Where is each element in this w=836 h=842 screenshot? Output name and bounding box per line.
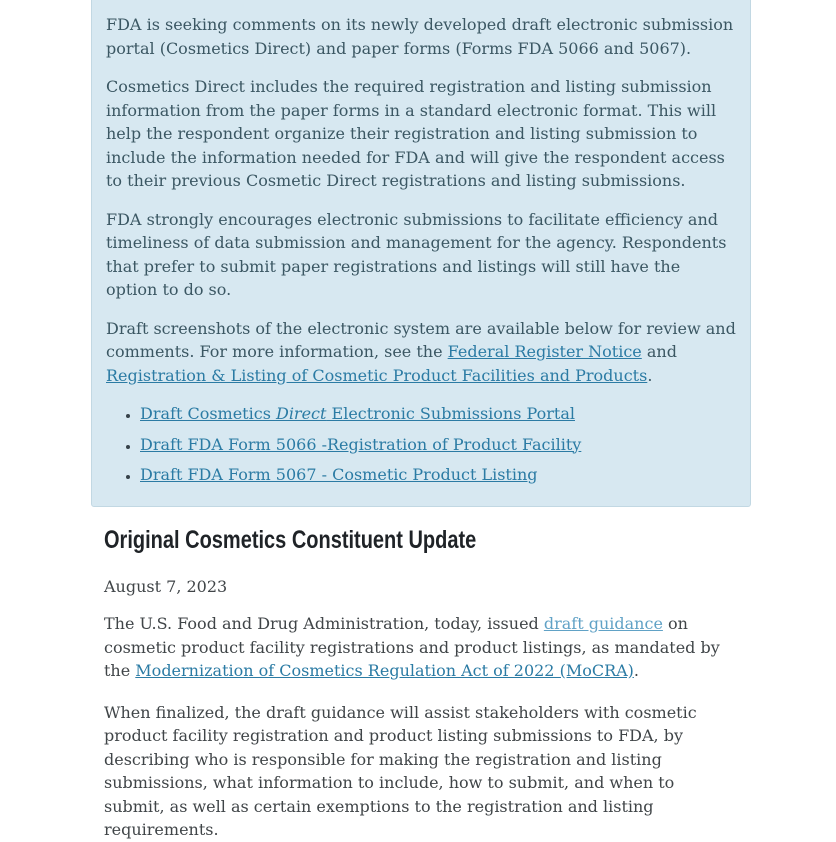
registration-listing-link[interactable]: Registration & Listing of Cosmetic Product Facilities and Products — [106, 365, 648, 385]
cosmetics-direct-portal-link[interactable] — [140, 404, 575, 423]
comments-callout-box — [91, 0, 751, 507]
list-item — [140, 463, 736, 487]
form-5066-link[interactable]: Draft FDA Form 5066 -Registration of Product Facility — [140, 434, 582, 454]
portal-link-italic-word: Direct — [275, 404, 327, 423]
portal-link-prefix: Draft Cosmetics — [140, 404, 276, 423]
callout-paragraph-4-text: Draft screenshots of the electronic system are available below for review and comments. For more information, see the — [106, 318, 736, 361]
mocra-link[interactable]: Modernization of Cosmetics Regulation Act of 2022 (MoCRA) — [135, 661, 634, 680]
callout-paragraph-1: FDA is seeking comments on its newly developed draft electronic submission portal (Cosmetics Direct) and paper forms (Forms FDA 5066 and 5067). — [106, 15, 734, 58]
list-item — [140, 433, 736, 457]
article-date: August 7, 2023 — [104, 576, 228, 596]
article-paragraph-1-text: The U.S. Food and Drug Administration, today, issued — [104, 614, 544, 633]
content-column — [104, 0, 736, 842]
portal-link-suffix: Electronic Submissions Portal — [326, 404, 575, 423]
federal-register-notice-link[interactable]: Federal Register Notice — [447, 342, 642, 361]
list-item — [140, 402, 736, 426]
draft-guidance-link[interactable]: draft guidance — [543, 614, 663, 633]
page-title: Original Cosmetics Constituent Update — [104, 525, 477, 554]
callout-paragraph-4-period: . — [647, 365, 653, 385]
form-5067-link[interactable]: Draft FDA Form 5067 - Cosmetic Product Listing — [140, 465, 538, 484]
article-paragraph-2: When finalized, the draft guidance will assist stakeholders with cosmetic product facility registration and product listing submissions to FDA, by describing who is responsible for making the registration and listing submissions, what information to include, how to submit, and when to submit, as well as certain exemptions to the registration and listing requirements. — [104, 702, 697, 839]
article-section — [104, 525, 736, 842]
callout-paragraph-3: FDA strongly encourages electronic submissions to facilitate efficiency and timeliness of data submission and management for the agency. Respondents that prefer to submit paper registrations and listings will still have the option to do so. — [106, 209, 727, 299]
callout-paragraph-2: Cosmetics Direct includes the required registration and listing submission information from the paper forms in a standard electronic format. This will help the respondent organize their registration and listing submission to include the information needed for FDA and will give the respondent access to their previous Cosmetic Direct registrations and listing submissions. — [106, 77, 725, 190]
article-paragraph-1-middle: on cosmetic product facility registrations and product listings, as mandated by the — [104, 614, 720, 680]
callout-paragraph-4 — [106, 317, 736, 388]
callout-paragraph-4-and: and — [641, 342, 677, 361]
article-paragraph-1-period: . — [633, 661, 640, 680]
draft-documents-list — [106, 402, 736, 487]
article-paragraph-1 — [104, 612, 736, 683]
